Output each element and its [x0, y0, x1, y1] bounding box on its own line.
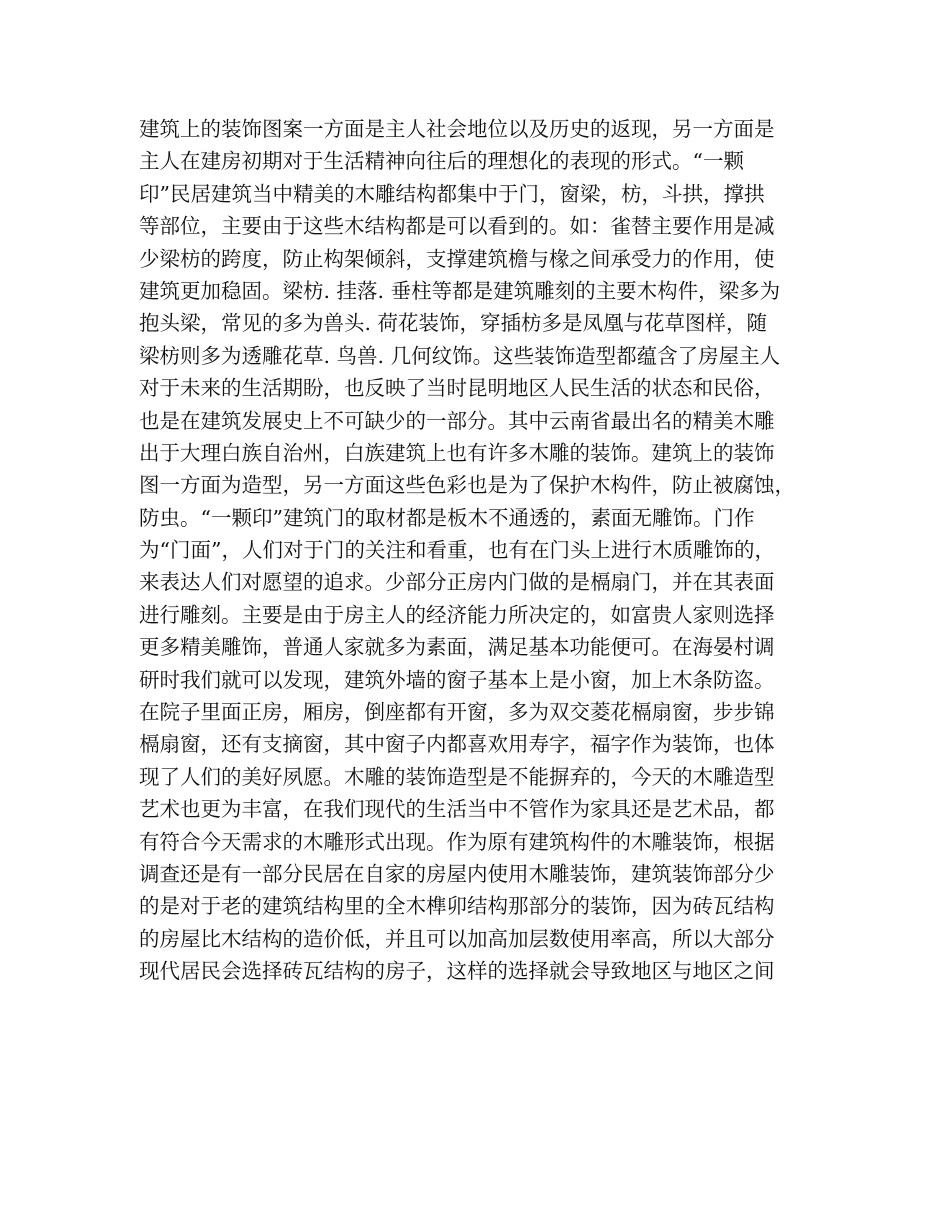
text-line: 防虫。“一颗印”建筑门的取材都是板木不通透的，素面无雕饰。门作 — [139, 505, 755, 530]
text-line: 有符合今天需求的木雕形式出现。作为原有建筑构件的木雕装饰，根据 — [139, 829, 775, 854]
text-line: 的房屋比木结构的造价低，并且可以加高加层数使用率高，所以大部分 — [139, 926, 775, 951]
text-line: 抱头梁，常见的多为兽头. 荷花装饰，穿插枋多是凤凰与花草图样，随 — [139, 311, 768, 336]
text-line: 出于大理白族自治州，白族建筑上也有许多木雕的装饰。建筑上的装饰 — [139, 440, 775, 465]
text-line: 研时我们就可以发现，建筑外墙的窗子基本上是小窗，加上木条防盗。 — [139, 667, 775, 692]
text-line: 现代居民会选择砖瓦结构的房子，这样的选择就会导致地区与地区之间 — [139, 959, 775, 984]
text-line: 印”民居建筑当中精美的木雕结构都集中于门，窗梁，枋，斗拱，撑拱 — [139, 181, 765, 206]
text-line: 图一方面为造型，另一方面这些色彩也是为了保护木构件，防止被腐蚀， — [139, 473, 795, 498]
text-line: 对于未来的生活期盼，也反映了当时昆明地区人民生活的状态和民俗， — [139, 376, 775, 401]
text-line: 建筑更加稳固。梁枋. 挂落. 垂柱等都是建筑雕刻的主要木构件，梁多为 — [139, 278, 781, 303]
text-line: 少梁枋的跨度，防止构架倾斜，支撑建筑檐与椽之间承受力的作用，使 — [139, 246, 775, 271]
text-line: 也是在建筑发展史上不可缺少的一部分。其中云南省最出名的精美木雕 — [139, 408, 775, 433]
text-line: 等部位，主要由于这些木结构都是可以看到的。如：雀替主要作用是减 — [139, 214, 775, 239]
text-line: 槅扇窗，还有支摘窗，其中窗子内都喜欢用寿字，福字作为装饰，也体 — [139, 732, 775, 757]
text-line: 艺术也更为丰富，在我们现代的生活当中不管作为家具还是艺术品，都 — [139, 797, 775, 822]
text-line: 现了人们的美好夙愿。木雕的装饰造型是不能摒弃的，今天的木雕造型 — [139, 764, 775, 789]
text-line: 主人在建房初期对于生活精神向往后的理想化的表现的形式。“一颗 — [139, 149, 744, 174]
text-line: 建筑上的装饰图案一方面是主人社会地位以及历史的返现，另一方面是 — [139, 117, 775, 141]
text-line: 调查还是有一部分民居在自家的房屋内使用木雕装饰，建筑装饰部分少 — [139, 861, 775, 886]
text-line: 在院子里面正房，厢房，倒座都有开窗，多为双交菱花槅扇窗，步步锦 — [139, 700, 775, 725]
text-line: 的是对于老的建筑结构里的全木榫卯结构那部分的装饰，因为砖瓦结构 — [139, 894, 775, 919]
text-line: 为“门面”，人们对于门的关注和看重，也有在门头上进行木质雕饰的， — [139, 538, 775, 563]
text-line: 来表达人们对愿望的追求。少部分正房内门做的是槅扇门，并在其表面 — [139, 570, 775, 595]
body-text — [139, 113, 819, 988]
text-line: 进行雕刻。主要是由于房主人的经济能力所决定的，如富贵人家则选择 — [139, 602, 775, 627]
text-line: 梁枋则多为透雕花草. 鸟兽. 几何纹饰。这些装饰造型都蕴含了房屋主人 — [139, 343, 781, 368]
text-line: 更多精美雕饰，普通人家就多为素面，满足基本功能便可。在海晏村调 — [139, 635, 775, 660]
